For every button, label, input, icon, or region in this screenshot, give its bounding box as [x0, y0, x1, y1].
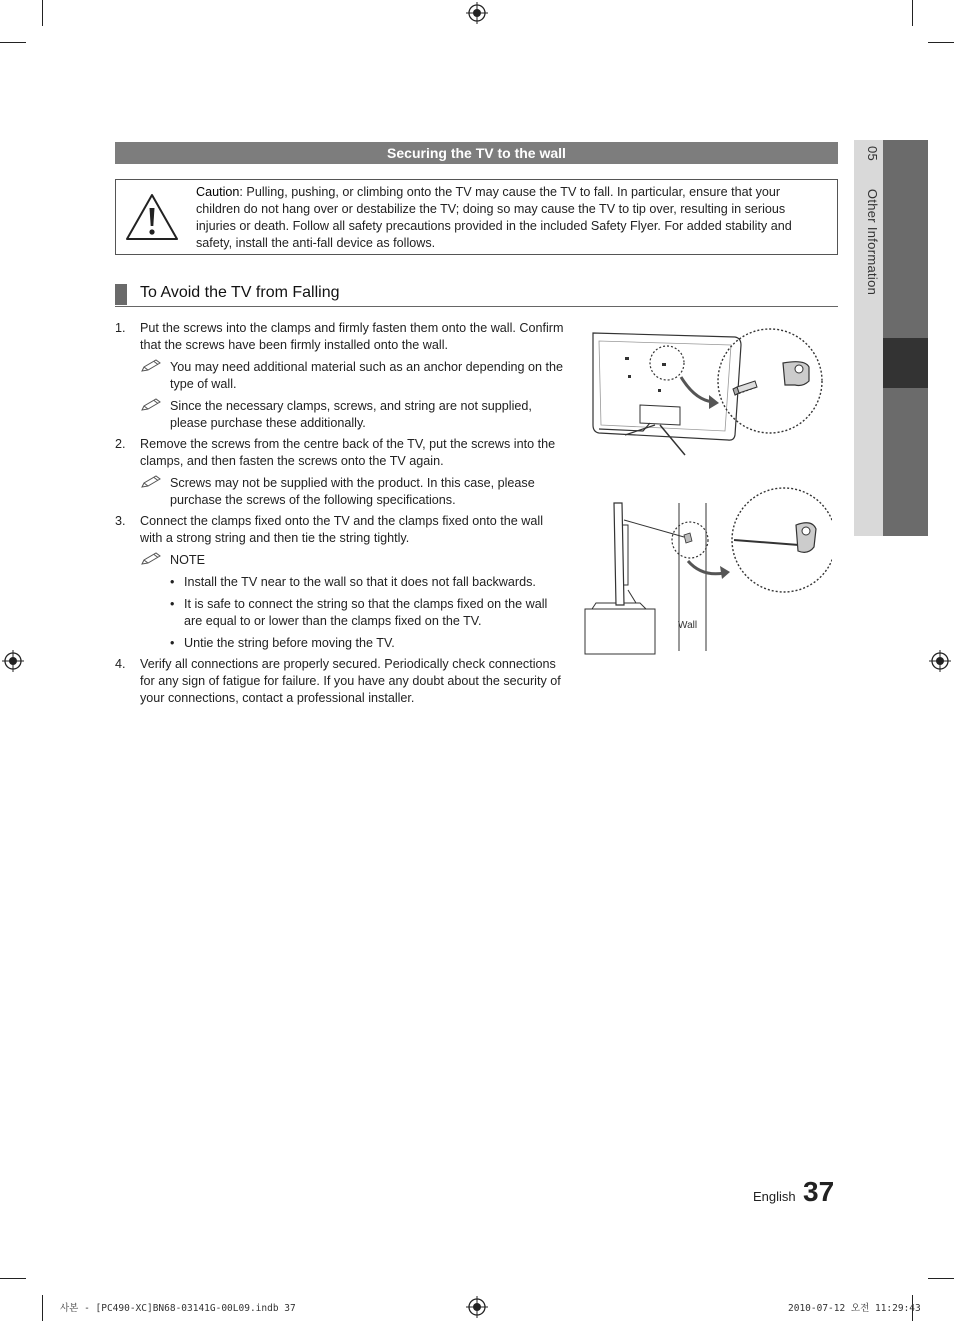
step-text: Remove the screws from the centre back of the TV, put the screws into the clamps, and then fasten the screws onto the TV again.	[140, 437, 556, 468]
crop-mark	[0, 1278, 26, 1279]
step-4	[115, 656, 565, 707]
bullet-dot: •	[170, 597, 175, 611]
registration-mark-icon	[929, 650, 951, 672]
subsection-marker	[115, 284, 127, 305]
registration-mark-icon	[466, 1296, 488, 1318]
bullet-text: Untie the string before moving the TV.	[184, 636, 395, 650]
note	[140, 552, 565, 569]
registration-mark-icon	[2, 650, 24, 672]
crop-mark	[42, 0, 43, 26]
step-3	[115, 513, 565, 652]
caution-label: Caution	[196, 185, 240, 199]
pencil-note-icon	[140, 552, 162, 566]
caution-body: : Pulling, pushing, or climbing onto the TV may cause the TV to fall. In particular, ensure that your children do not hang over or destabilize the TV; doing so may cause the TV to tip over, resulting in serious injuries or death. Follow all safety precautions provided in the included Safety Flyer. For added stability and safety, install the anti-fall device as follows.	[196, 185, 792, 250]
step-number: 1.	[115, 321, 126, 335]
bullet-item	[170, 635, 565, 652]
tv-wall-string-illustration	[584, 485, 832, 655]
note	[140, 398, 565, 432]
step-text: Connect the clamps fixed onto the TV and the clamps fixed onto the wall with a strong string and then tie the string tightly.	[140, 514, 543, 545]
bullet-item	[170, 574, 565, 591]
step-number: 2.	[115, 437, 126, 451]
side-tab-label	[856, 146, 880, 346]
side-tab-title: Other Information	[865, 188, 880, 296]
print-slug-left: 사본 - [PC490-XC]BN68-03141G-00L09.indb 37	[60, 1303, 296, 1314]
note-heading: NOTE	[170, 553, 205, 567]
crop-mark	[42, 1295, 43, 1321]
note-text: Screws may not be supplied with the product. In this case, please purchase the screws of the following specifications.	[170, 476, 535, 507]
section-title: Securing the TV to the wall	[115, 142, 838, 164]
crop-mark	[912, 0, 913, 26]
tv-back-clamp-illustration	[585, 325, 830, 460]
step-text: Verify all connections are properly secured. Periodically check connections for any sign of fatigue for failure. If you have any doubt about the security of your connections, contact a professional installer.	[140, 657, 561, 705]
steps-list	[115, 320, 565, 711]
step-1	[115, 320, 565, 432]
subsection-header	[115, 284, 838, 307]
caution-box	[115, 179, 838, 255]
page-number: 37	[803, 1176, 835, 1207]
pencil-note-icon	[140, 359, 162, 373]
print-slug-right: 2010-07-12 오전 11:29:43	[788, 1303, 921, 1314]
crop-mark	[928, 42, 954, 43]
crop-mark	[0, 42, 26, 43]
bullet-text: Install the TV near to the wall so that it does not fall backwards.	[184, 575, 536, 589]
step-2	[115, 436, 565, 509]
step-text: Put the screws into the clamps and firmly fasten them onto the wall. Confirm that the screws have been firmly installed onto the wall.	[140, 321, 564, 352]
wall-label: Wall	[678, 620, 698, 631]
step-number: 4.	[115, 657, 126, 671]
warning-triangle-icon	[124, 192, 180, 242]
subsection-title: To Avoid the TV from Falling	[140, 284, 340, 301]
bullet-item	[170, 596, 565, 630]
note	[140, 475, 565, 509]
pencil-note-icon	[140, 475, 162, 489]
side-tab-chapter: 05	[865, 146, 880, 162]
bullet-dot: •	[170, 575, 175, 589]
crop-mark	[928, 1278, 954, 1279]
footer-language: English	[753, 1189, 796, 1204]
side-tab-active-marker	[883, 338, 928, 388]
note-text: Since the necessary clamps, screws, and string are not supplied, please purchase these additionally.	[170, 399, 532, 430]
caution-text	[196, 184, 826, 252]
step-number: 3.	[115, 514, 126, 528]
note-text: You may need additional material such as an anchor depending on the type of wall.	[170, 360, 564, 391]
registration-mark-icon	[466, 2, 488, 24]
bullet-text: It is safe to connect the string so that the clamps fixed on the wall are equal to or lower than the clamps fixed on the TV.	[184, 597, 548, 628]
pencil-note-icon	[140, 398, 162, 412]
bullet-dot: •	[170, 636, 175, 650]
note	[140, 359, 565, 393]
